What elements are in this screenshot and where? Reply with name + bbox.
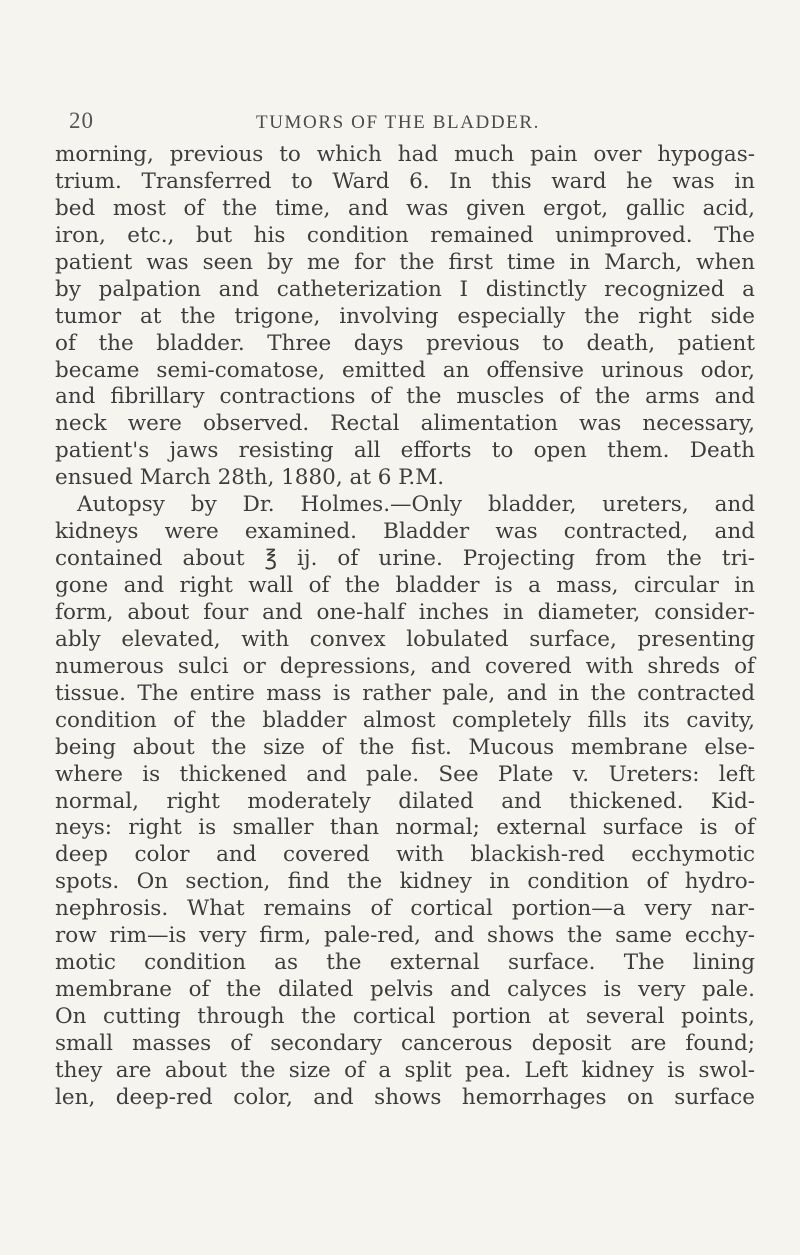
text-line: kidneys were examined. Bladder was contracted, and [55,519,755,545]
text-line: tumor at the trigone, involving especially the right side [55,303,755,329]
body-text [55,142,755,1112]
text-line: neys: right is smaller than normal; external surface is of [55,815,755,841]
text-line: tissue. The entire mass is rather pale, and in the contracted [55,680,755,706]
running-title: TUMORS OF THE BLADDER. [256,112,540,133]
text-line: they are about the size of a split pea. Left kidney is swol- [55,1057,755,1083]
text-line: On cutting through the cortical portion at several points, [55,1004,755,1029]
text-line: nephrosis. What remains of cortical portion—a very nar- [55,896,755,922]
text-line: iron, etc., but his condition remained unimproved. The [55,222,755,248]
text-line: being about the size of the fist. Mucous membrane else- [55,734,755,760]
text-line: patient's jaws resisting all efforts to open them. Death [55,438,755,464]
page-number: 20 [69,108,94,133]
text-line: deep color and covered with blackish-red ecchymotic [55,842,755,868]
text-line: spots. On section, find the kidney in condition of hydro- [55,869,755,895]
text-line: Autopsy by Dr. Holmes.—Only bladder, ureters, and [77,492,755,518]
text-line: form, about four and one-half inches in diameter, consider- [55,599,755,625]
text-line: became semi-comatose, emitted an offensive urinous odor, [55,357,755,383]
text-line: of the bladder. Three days previous to death, patient [55,330,755,356]
text-line: ensued March 28th, 1880, at 6 P.M. [55,465,445,491]
text-line: ably elevated, with convex lobulated surface, presenting [55,626,755,652]
text-line: morning, previous to which had much pain over hypogas- [55,142,755,167]
text-line: bed most of the time, and was given ergot, gallic acid, [55,195,755,221]
text-line: condition of the bladder almost completely fills its cavity, [55,707,755,733]
text-line: neck were observed. Rectal alimentation was necessary, [55,411,755,437]
text-line: trium. Transferred to Ward 6. In this ward he was in [55,168,755,194]
text-line: by palpation and catheterization I distinctly recognized a [55,276,755,302]
text-line: where is thickened and pale. See Plate v. Ureters: left [55,761,755,787]
text-line: normal, right moderately dilated and thickened. Kid- [55,788,755,814]
text-line: gone and right wall of the bladder is a mass, circular in [55,573,755,598]
text-line: motic condition as the external surface. The lining [55,950,755,976]
text-line: row rim—is very firm, pale-red, and shows the same ecchy- [55,923,755,949]
text-line: numerous sulci or depressions, and covered with shreds of [55,653,755,679]
text-line: len, deep-red color, and shows hemorrhages on surface [55,1084,755,1110]
text-line: contained about ℥ ij. of urine. Projecting from the tri- [55,546,755,572]
text-line: patient was seen by me for the first time in March, when [55,249,755,275]
text-line: small masses of secondary cancerous deposit are found; [55,1030,755,1056]
text-line: membrane of the dilated pelvis and calyces is very pale. [55,977,755,1003]
text-line: and fibrillary contractions of the muscles of the arms and [55,384,755,410]
